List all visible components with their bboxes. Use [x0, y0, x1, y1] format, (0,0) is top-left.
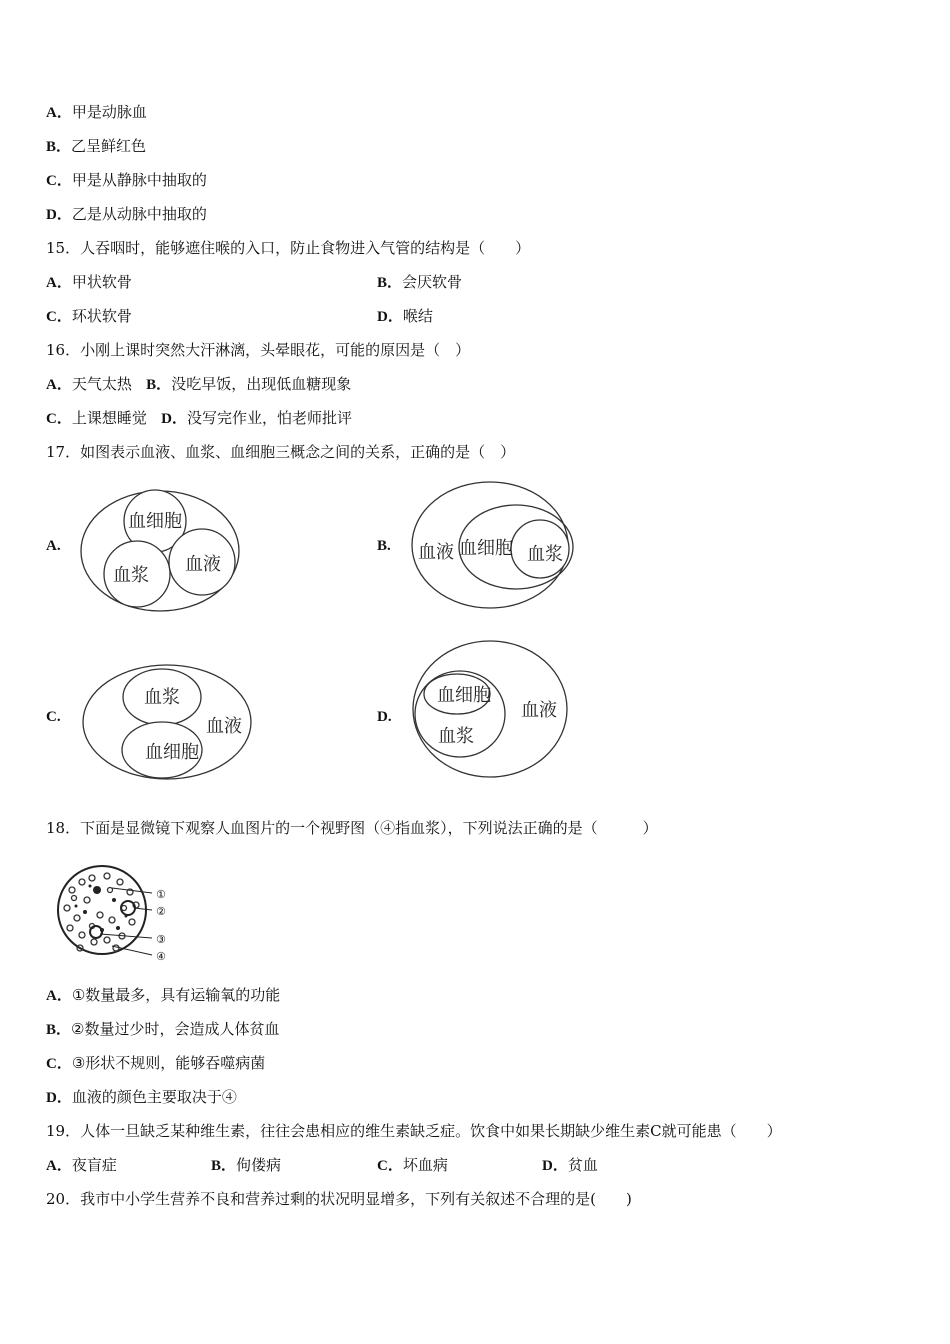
q16-options-cd: C．上课想睡觉 D．没写完作业，怕老师批评	[46, 409, 353, 427]
diagram-d-blood: 血液	[521, 700, 557, 721]
q17-diagram-d	[410, 638, 580, 783]
q17-label-d: D.	[377, 709, 392, 725]
q18-option-d: D．血液的颜色主要取决于④	[46, 1088, 237, 1106]
q15-option-b: B．会厌软骨	[377, 273, 463, 291]
marker-4: ④	[156, 950, 166, 963]
q19-option-c: C．坏血病	[377, 1156, 448, 1174]
q19-option-a: A．夜盲症	[46, 1156, 117, 1174]
diagram-d-cells: 血细胞	[437, 685, 491, 706]
q17-diagram-b	[408, 478, 578, 614]
q17-stem: 17．如图表示血液、血浆、血细胞三概念之间的关系，正确的是（ ）	[46, 443, 516, 461]
marker-3: ③	[156, 933, 166, 946]
q18-option-a: A．①数量最多，具有运输氧的功能	[46, 986, 281, 1004]
diagram-b-blood: 血液	[418, 542, 454, 563]
q14-option-d: D．乙是从动脉中抽取的	[46, 205, 207, 223]
q14-option-b: B．乙呈鲜红色	[46, 137, 147, 155]
q17-diagram-a	[75, 485, 245, 615]
diagram-c-blood: 血液	[206, 716, 242, 737]
q17-diagram-c	[80, 660, 260, 785]
marker-1: ①	[156, 888, 166, 901]
diagram-b-plasma: 血浆	[527, 544, 563, 565]
q15-option-d: D．喉结	[377, 307, 433, 325]
diagram-b-cells: 血细胞	[459, 538, 513, 559]
q14-option-a: A．甲是动脉血	[46, 103, 147, 121]
q18-option-b: B．②数量过少时，会造成人体贫血	[46, 1020, 280, 1038]
q19-option-b: B．佝偻病	[211, 1156, 282, 1174]
q19-stem: 19．人体一旦缺乏某种维生素，往往会患相应的维生素缺乏症。饮食中如果长期缺少维生素C就可能患（ ）	[46, 1122, 782, 1140]
diagram-c-cells: 血细胞	[145, 742, 199, 763]
diagram-d-plasma: 血浆	[438, 726, 474, 747]
q18-option-c: C．③形状不规则，能够吞噬病菌	[46, 1054, 266, 1072]
q17-label-b: B.	[377, 538, 391, 554]
q18-stem: 18．下面是显微镜下观察人血图片的一个视野图（④指血浆），下列说法正确的是（ ）	[46, 819, 658, 837]
q15-stem: 15．人吞咽时，能够遮住喉的入口，防止食物进入气管的结构是（ ）	[46, 239, 531, 257]
q16-options-ab: A．天气太热 B．没吃早饭，出现低血糖现象	[46, 375, 352, 393]
diagram-a-plasma: 血浆	[113, 565, 149, 586]
q14-option-c: C．甲是从静脉中抽取的	[46, 171, 207, 189]
microscope-field-image	[52, 860, 182, 970]
q17-label-a: A.	[46, 538, 61, 554]
q17-label-c: C.	[46, 709, 61, 725]
q19-option-d: D．贫血	[542, 1156, 598, 1174]
q15-option-a: A．甲状软骨	[46, 273, 132, 291]
q20-stem: 20．我市中小学生营养不良和营养过剩的状况明显增多，下列有关叙述不合理的是( )	[46, 1190, 632, 1208]
diagram-a-cells: 血细胞	[128, 511, 182, 532]
q15-option-c: C．环状软骨	[46, 307, 132, 325]
q16-stem: 16．小刚上课时突然大汗淋漓，头晕眼花，可能的原因是（ ）	[46, 341, 471, 359]
marker-2: ②	[156, 905, 166, 918]
diagram-c-plasma: 血浆	[144, 687, 180, 708]
diagram-a-blood: 血液	[185, 554, 221, 575]
